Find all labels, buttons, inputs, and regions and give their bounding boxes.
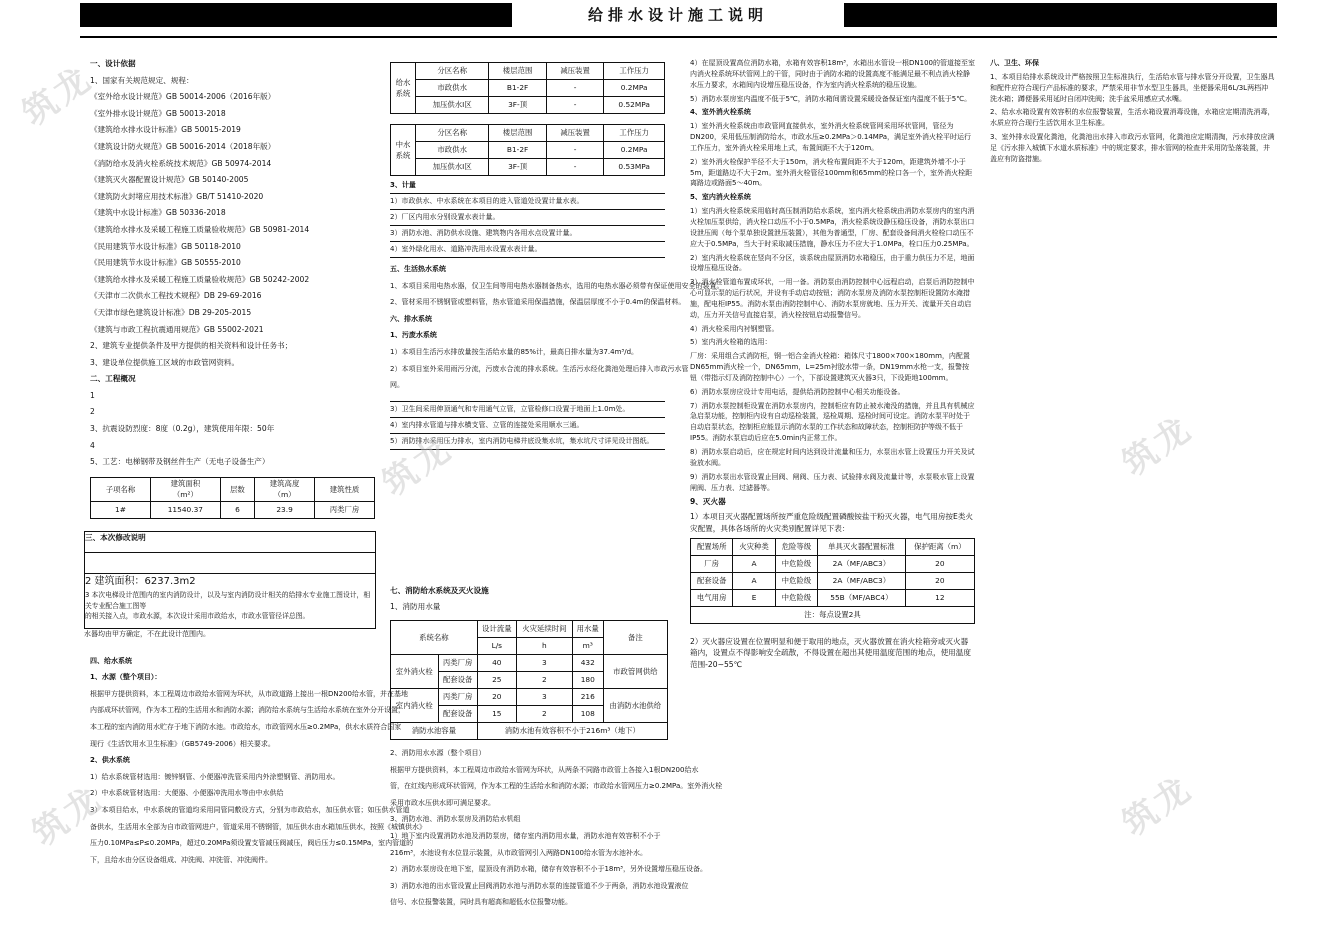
table-cell: 3F-顶	[489, 159, 546, 176]
table-row	[691, 606, 975, 623]
drainage-notes-block	[390, 401, 665, 450]
text-line: 3、建设单位提供施工区域的市政管网资料。	[90, 357, 240, 367]
revision-item-2: 2 建筑面积：6237.3m2	[85, 575, 196, 587]
table-cell: 注：每点设置2具	[691, 606, 975, 623]
text-line: 1）市政供水、中水系统在本项目的进入管道处设置计量水表。	[390, 194, 665, 210]
table-header: 危险等级	[775, 538, 817, 555]
text-line: 3、计量	[390, 178, 665, 194]
table-cell: 11540.37	[150, 501, 220, 518]
text-line: 2）本项目室外采用雨污分流，污废水合流的排水系统。生活污水经化粪池处理后排入市政污水管	[390, 364, 689, 373]
text-line: 1、水源（整个项目）：	[90, 673, 162, 682]
column-4	[990, 58, 1275, 168]
text-line: 二、工程概况	[90, 374, 136, 384]
text-line: 《民用建筑节水设计标准》GB 50118-2010	[90, 241, 241, 251]
table-row	[391, 722, 668, 739]
table-cell: 2	[516, 705, 572, 722]
table-cell: 12	[905, 589, 974, 606]
table-cell: 2	[516, 671, 572, 688]
table-header: 减压装置	[546, 125, 603, 142]
table-cell: B1-2F	[489, 80, 546, 97]
text-line: 2	[90, 407, 95, 417]
text-line: 四、给水系统	[90, 656, 132, 665]
text-line: 5、室内消火栓系统	[690, 193, 751, 202]
table-cell: -	[546, 80, 603, 97]
table-header: 配置场所	[691, 538, 733, 555]
water-zone-table-a	[390, 62, 665, 114]
revision-blank-row	[85, 553, 375, 574]
text-line: 2）室内消火栓系统在竖向不分区，该系统由屋顶消防水箱稳压，由于重力供压力不足，地面设增压稳压设备。	[690, 253, 975, 273]
text-line: 2、管材采用不锈钢管或塑料管，热水管道采用保温措施，保温层厚度不小于0.4m的保温材料。	[390, 298, 686, 307]
text-line: 八、卫生、环保	[990, 59, 1039, 67]
text-line: 1）给水系统管材选用：镀锌钢管、小便器冲洗管采用内外涂塑钢管、消防用水。	[90, 772, 340, 781]
table-cell: 3F-顶	[489, 97, 546, 114]
table-cell: 市政供水	[416, 80, 489, 97]
table-row	[391, 688, 668, 705]
table-cell: 2A（MF/ABC3）	[818, 555, 906, 572]
fire-water-table	[390, 620, 668, 740]
table-cell: 0.52MPa	[604, 97, 665, 114]
text-line: 六、排水系统	[390, 314, 432, 323]
text-line: 2）中水系统管材选用：大便器、小便器冲洗用水等由中水供给	[90, 789, 284, 798]
text-line: 1）本项目生活污水排放量按生活给水量的85%计，最高日排水量为37.4m³/d。	[390, 347, 639, 356]
revision-title: 三、本次修改说明	[85, 532, 375, 553]
fire-hydrant-system-block	[690, 58, 975, 493]
text-line: 厂房：采用组合式消防柜，钢一铝合金消火栓箱：箱体尺寸1800×700×180mm，内配置DN65mm消火栓一个，DN65mm，L=25m衬胶水带一条，DN19mm水枪一支，报警按钮（带指示灯及消防控制中心）一个，下部设置建筑灭火器3只，下设距地100mm。	[690, 352, 970, 382]
metering-block	[390, 178, 665, 258]
table-row	[391, 159, 665, 176]
table-cell: 市政供水	[416, 142, 489, 159]
hygiene-environment-block	[990, 58, 1275, 165]
table-cell: 室内消火栓	[391, 688, 439, 722]
text-line: 9）消防水泵出水管设置止回阀、闸阀、压力表、试验排水阀及流量计等，水泵吸水管上设置闸阀、压力表、过滤器等。	[690, 472, 975, 492]
text-line: 3、抗震设防烈度：8度（0.2g），建筑使用年限：50年	[90, 424, 275, 434]
text-line: 216m³，水池设有水位显示装置，从市政管网引入两路DN100给水管为水池补水。	[390, 848, 647, 857]
table-cell: 配套设备	[438, 671, 477, 688]
table-header: 系统名称	[391, 620, 478, 654]
text-line: 3、消防水池、消防水泵房及消防给水机组	[390, 815, 521, 824]
text-line: 《天津市绿色建筑设计标准》DB 29-205-2015	[90, 307, 252, 317]
table-cell: h	[516, 637, 572, 654]
text-line: 2）室外消火栓保护半径不大于150m，消火栓布置间距不大于120m，距建筑外墙不小于5m，距道路边不大于2m。室外消火栓管径100mm和65mm的栓口各一个，室外消火栓距离路边或路面5～40m。	[690, 157, 973, 188]
table-row	[391, 97, 665, 114]
text-line: 《建筑给水排水设计标准》GB 50015-2019	[90, 125, 241, 135]
text-line: 3）卫生间采用伸顶通气和专用通气立管，立管检修口设置于地面上1.0m处。	[390, 402, 665, 418]
table-cell: 0.2MPa	[604, 142, 665, 159]
table-cell: 0.2MPa	[604, 80, 665, 97]
table-row	[691, 555, 975, 572]
table-cell: 中危险级	[775, 555, 817, 572]
text-line: 4）在屋顶设置高位消防水箱，水箱有效容积18m³，水箱出水管设一根DN100的管道接至室内消火栓系统环状管网上的干管，同时由于消防水箱的设置高度不能满足最不利点消火栓静水压力要求，水箱间内设增压稳压设备，作为室内消火栓系统的稳压设施。	[690, 59, 975, 89]
text-line: 《建筑防火封堵应用技术标准》GB/T 51410-2020	[90, 191, 264, 201]
table-cell: 0.53MPa	[604, 159, 665, 176]
revision-item-3b: 的相关接入点，市政水源，本次设计采用市政给水，市政水管管径详总图。	[85, 612, 310, 621]
watermark: 筑龙	[375, 427, 461, 505]
table-row	[691, 589, 975, 606]
text-line: 3、室外排水设置化粪池，化粪池出水排入市政污水管网，化粪池应定期清掏，污水排放应满足《污水排入城镇下水道水质标准》中的规定要求，排水管网的检查井采用防坠落装置，井盖应有防盗措施。	[990, 133, 1275, 163]
text-line: 《建筑给水排水及采暖工程施工质量验收规范》GB 50981-2014	[90, 224, 310, 234]
text-line: 根据甲方提供资料，本工程周边市政给水管网为环状，从市政道路上接出一根DN200给水管，并在基地	[90, 689, 408, 698]
watermark: 筑龙	[1115, 767, 1201, 845]
table-cell: 厂房	[691, 555, 733, 572]
table-cell: 中危险级	[775, 589, 817, 606]
text-line: 《民用建筑节水设计标准》GB 50555-2010	[90, 258, 241, 268]
table-cell: 15	[477, 705, 516, 722]
table-cell: 180	[572, 671, 603, 688]
text-line: 2、供水系统	[90, 756, 130, 765]
text-line: 1）地下室内设置消防水池及消防泵房，储存室内消防用水量，消防水池有效容积不小于	[390, 831, 661, 840]
text-line: 备供水，生活用水全部为自市政管网进户，管道采用不锈钢管，加压供水由水箱加压供水，按照《城镇供水》	[90, 822, 426, 831]
table-row	[91, 501, 375, 518]
table-cell: m³	[572, 637, 603, 654]
text-line: 1、本项目采用电热水器，仅卫生间等用电热水器制备热水，选用的电热水器必须带有保证使用安全的装置。	[390, 281, 724, 290]
text-line: 2）消防水泵房设在地下室，屋顶设有消防水箱，储存有效容积不小于18m³，另外设置增压稳压设备。	[390, 865, 707, 874]
table-cell: 由消防水池供给	[603, 688, 667, 722]
text-line: 2）厂区内用水分别设置水表计量。	[390, 210, 665, 226]
text-line: 1、国家有关规范规定、规程：	[90, 75, 194, 85]
table-header: 层数	[220, 477, 254, 501]
column-3	[690, 58, 975, 674]
table-cell: 电气用房	[691, 589, 733, 606]
table-header: 分区名称	[416, 125, 489, 142]
table-cell: 20	[905, 572, 974, 589]
text-line: 1）室外消火栓系统由市政管网直接供水，室外消火栓系统管网采用环状管网，管径为DN200，采用低压制消防给水，市政水压≥0.2MPa＞0.14MPa，满足室外消火栓平时运行工作压力，室外消火栓采用地上式，布置间距不大于120m。	[690, 122, 972, 152]
text-line: 6）消防水泵房应设计专用电话，提供给消防控制中心相关功能设备。	[690, 387, 905, 396]
table-header: 备注	[603, 620, 667, 654]
table-cell: 23.9	[255, 501, 315, 518]
title-bar	[80, 3, 1277, 25]
extinguisher-table	[690, 538, 975, 624]
watermark: 筑龙	[1115, 407, 1201, 485]
text-line: 《室外排水设计规范》GB 50013-2018	[90, 108, 226, 118]
text-line: 《天津市二次供水工程技术规程》DB 29-69-2016	[90, 291, 262, 301]
fire-water-source-block	[390, 748, 723, 914]
text-line: 《建筑中水设计标准》GB 50336-2018	[90, 208, 226, 218]
text-line: 1）室内消火栓系统采用临时高压制消防给水系统，室内消火栓系统由消防水泵房内的室内消火栓加压泵供给，消火栓口动压不小于0.5MPa，消火栓系统设静压稳压设备，消防水泵出口设泄压阀（每个泵单独设置泄压装置），其他为普通型，厂房、配套设备间消火栓栓口动压不应大于0.5MPa，当大于时采取减压措施，静水压力不应大于1.0MPa，栓口压力0.25MPa。	[690, 207, 975, 248]
table-cell: -	[546, 159, 603, 176]
table-header: 建筑性质	[315, 477, 375, 501]
text-line: 3）消防水池的出水管设置止回阀消防水池与消防水泵的连接管道不少于两条，消防水池设置液位	[390, 881, 689, 890]
table-cell: 25	[477, 671, 516, 688]
text-line: 5）消防水泵房室内温度不低于5℃，消防水箱间需设置采暖设备保证室内温度不低于5℃。	[690, 94, 972, 103]
table-header: 工作压力	[604, 125, 665, 142]
extinguisher-intro: 1）本项目灭火器配置场所按严重危险级配置磷酸铵盐干粉灭火器，电气用房按E类火灾配置，具体各场所的火灾类别配置详见下表：	[690, 512, 973, 533]
table-cell: 3	[516, 688, 572, 705]
table-header: 火灾延续时间	[516, 620, 572, 637]
text-line: 现行《生活饮用水卫生标准》（GB5749-2006）相关要求。	[90, 739, 275, 748]
table-row	[391, 80, 665, 97]
text-line: 1、本项目给排水系统设计严格按照卫生标准执行，生活给水管与排水管分开设置，卫生器具和配件应符合现行产品标准的要求，严禁采用非节水型卫生器具，坐便器采用6L/3L两档冲洗水箱；蹲便器采用延时自闭冲洗阀；洗手盆采用感应式水嘴。	[990, 72, 1275, 103]
design-basis-block	[90, 58, 380, 473]
text-line: 8）消防水泵启动后，应在规定时间内达到设计流量和压力，水泵出水管上设置压力开关及试验放水阀。	[690, 448, 975, 467]
hot-water-drainage-block	[390, 264, 724, 397]
table-cell: 55B（MF/ABC4）	[818, 589, 906, 606]
table-cell: 1#	[91, 501, 151, 518]
table-cell: 216	[572, 688, 603, 705]
table-header: 子项名称	[91, 477, 151, 501]
text-line: 内部成环状管网，作为本工程的生活用水和消防水源；消防给水系统与生活给水系统在室外分开设置，	[90, 706, 405, 715]
title-bar-right-block	[844, 3, 1277, 27]
text-line: 2、建筑专业提供条件及甲方提供的相关资料和设计任务书；	[90, 341, 293, 351]
title-bar-left-block	[80, 3, 512, 27]
table-row	[691, 572, 975, 589]
watermark: 筑龙	[25, 777, 111, 855]
table-cell: B1-2F	[489, 142, 546, 159]
text-line: 4）室内排水管道与排水横支管、立管的连接处采用顺水三通。	[390, 418, 665, 434]
table-side-label: 中水系统	[391, 125, 416, 176]
text-line: 下，且给水由分区设备组成、冲洗阀、冲洗管、冲洗阀件。	[90, 855, 272, 864]
table-header: 建筑高度 （m）	[255, 477, 315, 501]
text-line: 信号、水位报警装置，同时具有超高和超低水位报警功能。	[390, 898, 572, 907]
table-cell: 2A（MF/ABC3）	[818, 572, 906, 589]
table-header: 设计流量	[477, 620, 516, 637]
text-line: 五、生活热水系统	[390, 265, 446, 273]
table-cell: 20	[905, 555, 974, 572]
text-line: 5）室内消火栓箱的选用：	[690, 338, 772, 347]
table-cell: 3	[516, 654, 572, 671]
text-line: 《建筑灭火器配置设计规范》GB 50140-2005	[90, 175, 249, 185]
extinguisher-note: 2）灭火器应设置在位置明显和便于取用的地点，灭火器放置在消火栓箱旁或灭火器箱内，设置点不得影响安全疏散，不得设置在超出其使用温度范围的地点，使用温度范围-20~55℃	[690, 636, 971, 670]
table-cell: 432	[572, 654, 603, 671]
revision-note: 水器均由甲方确定，不在此设计范围内。	[84, 630, 210, 639]
table-header: 楼层范围	[489, 63, 546, 80]
table-header: 火灾种类	[733, 538, 775, 555]
table-cell: 配套设备	[691, 572, 733, 589]
text-line: 4	[90, 440, 95, 450]
text-line: 根据甲方提供资料，本工程周边市政给水管网为环状，从两条不同路市政管上各接入1根DN200给水	[390, 765, 699, 774]
table-cell: 加压供水I区	[416, 97, 489, 114]
table-cell: 消防水池容量	[391, 722, 478, 739]
table-header: 减压装置	[546, 63, 603, 80]
table-cell: E	[733, 589, 775, 606]
text-line: 5、工艺：电梯钢带及钢丝件生产（无电子设备生产）	[90, 457, 270, 467]
spacer	[390, 450, 668, 585]
text-line: 本工程的室内消防用水贮存于地下消防水池。市政给水，市政管网水压≥0.2MPa，供水水质符合国家	[90, 723, 402, 731]
building-table	[90, 477, 375, 519]
table-cell: 20	[477, 688, 516, 705]
section-heading: 9、灭火器	[690, 497, 726, 507]
revision-box	[84, 531, 376, 629]
text-line: 《建筑设计防火规范》GB 50016-2014（2018年版）	[90, 141, 276, 151]
text-line: 网。	[390, 381, 404, 390]
table-header: 分区名称	[416, 63, 489, 80]
table-cell: L/s	[477, 637, 516, 654]
water-zone-table-b	[390, 124, 665, 176]
text-line: 3）消防水池、消防供水设施、建筑物内各用水点设置计量。	[390, 226, 665, 242]
table-cell: -	[546, 97, 603, 114]
page-title: 给排水设计施工说明	[587, 6, 768, 24]
table-cell: 108	[572, 705, 603, 722]
text-line: 《室外给水设计规范》GB 50014-2006（2016年版）	[90, 92, 276, 102]
table-row	[391, 654, 668, 671]
text-line: 2、给水水箱设置有效容积的水位报警装置，生活水箱设置消毒设施，水箱应定期清洗消毒，水质应符合现行生活饮用水卫生标准。	[990, 108, 1275, 128]
table-header: 单具灭火器配置标准	[818, 538, 906, 555]
section-heading: 1、消防用水量	[390, 602, 441, 612]
table-cell: 加压供水I区	[416, 159, 489, 176]
table-cell: A	[733, 555, 775, 572]
table-cell: -	[546, 142, 603, 159]
text-line: 1	[90, 390, 95, 400]
text-line: 《建筑与市政工程抗震通用规范》GB 55002-2021	[90, 324, 264, 334]
table-cell: 6	[220, 501, 254, 518]
text-line: 1、污废水系统	[390, 331, 437, 340]
section-heading: 七、消防给水系统及灭火设施	[390, 585, 489, 595]
text-line: 一、设计依据	[90, 59, 136, 68]
title-rule	[80, 36, 1277, 38]
text-line: 5）消防排水采用压力排水，室内消防电梯井底设集水坑，集水坑尺寸详见设计图纸。	[390, 434, 665, 450]
table-header: 用水量	[572, 620, 603, 637]
text-line: 管，在红线内形成环状管网，作为本工程的生活给水和消防水源；市政给水管网压力≥0.2MPa。室外消火栓	[390, 782, 723, 791]
text-line: 4）室外绿化用水、道路冲洗用水设置水表计量。	[390, 242, 665, 258]
text-line: 3）消火栓管道布置成环状，一用一备。消防泵由消防控制中心远程启动，启泵后消防控制中心可显示泵的运行状况，并设有手动启动按钮；消防水泵房及消防水泵控制柜设置防水淹措施，配电柜IP55。消防水泵由消防控制中心、消防水泵房就地、压力开关、流量开关自动启动，压力开关信号直接启泵，消火栓按钮启动报警信号。	[690, 278, 975, 319]
table-header: 楼层范围	[489, 125, 546, 142]
table-cell: 市政管网供给	[603, 654, 667, 688]
text-line: 2、消防用水水源（整个项目）	[390, 748, 486, 757]
watermark: 筑龙	[15, 57, 101, 135]
table-cell: 中危险级	[775, 572, 817, 589]
text-line: 《建筑给水排水及采暖工程施工质量验收规范》GB 50242-2002	[90, 274, 310, 284]
text-line: 压力0.10MPa≤P≤0.20MPa，超过0.20MPa须设置支管减压阀减压，阀后压力≤0.15MPa，室内管道的	[90, 839, 414, 848]
table-cell: 丙类厂房	[438, 654, 477, 671]
text-line: 3）本项目给水，中水系统的管道均采用同管同敷设方式，分别为市政给水，加压供水管；如压供水管道	[90, 805, 410, 814]
text-line: 4）消火栓采用内衬钢塑管。	[690, 324, 779, 333]
text-line: 《消防给水及消火栓系统技术规范》GB 50974-2014	[90, 158, 272, 168]
table-header: 工作压力	[604, 63, 665, 80]
table-cell: 丙类厂房	[315, 501, 375, 518]
table-side-label: 给水系统	[391, 63, 416, 114]
table-cell: 配套设备	[438, 705, 477, 722]
text-line: 7）消防水泵控制柜设置在消防水泵房内，控制柜应有防止被水淹没的措施，并且具有机械应急启泵功能，控制柜内设有自动巡检装置，巡检周期、巡检时间可设定。消防水泵平时处于自动启泵状态，控制柜应能显示消防水泵的工作状态和故障状态，控制柜防护等级不低于IP55。消防水泵启动后应在5.0min内正常工作。	[690, 401, 975, 443]
table-cell: 丙类厂房	[438, 688, 477, 705]
text-line: 4、室外消火栓系统	[690, 108, 751, 117]
table-cell: 40	[477, 654, 516, 671]
table-cell: 消防水池有效容积不小于216m³（地下）	[477, 722, 667, 739]
table-row	[391, 142, 665, 159]
revision-item-3: 3 本次电梯设计范围内的室内消防设计，以及与室内消防设计相关的给排水专业施工图设计，相关专业配合施工图等	[85, 591, 371, 610]
table-header: 保护距离（m）	[905, 538, 974, 555]
table-cell: A	[733, 572, 775, 589]
table-header: 建筑面积 （m²）	[150, 477, 220, 501]
text-line: 采用市政水压供水即可满足要求。	[390, 798, 495, 807]
table-cell: 室外消火栓	[391, 654, 439, 688]
